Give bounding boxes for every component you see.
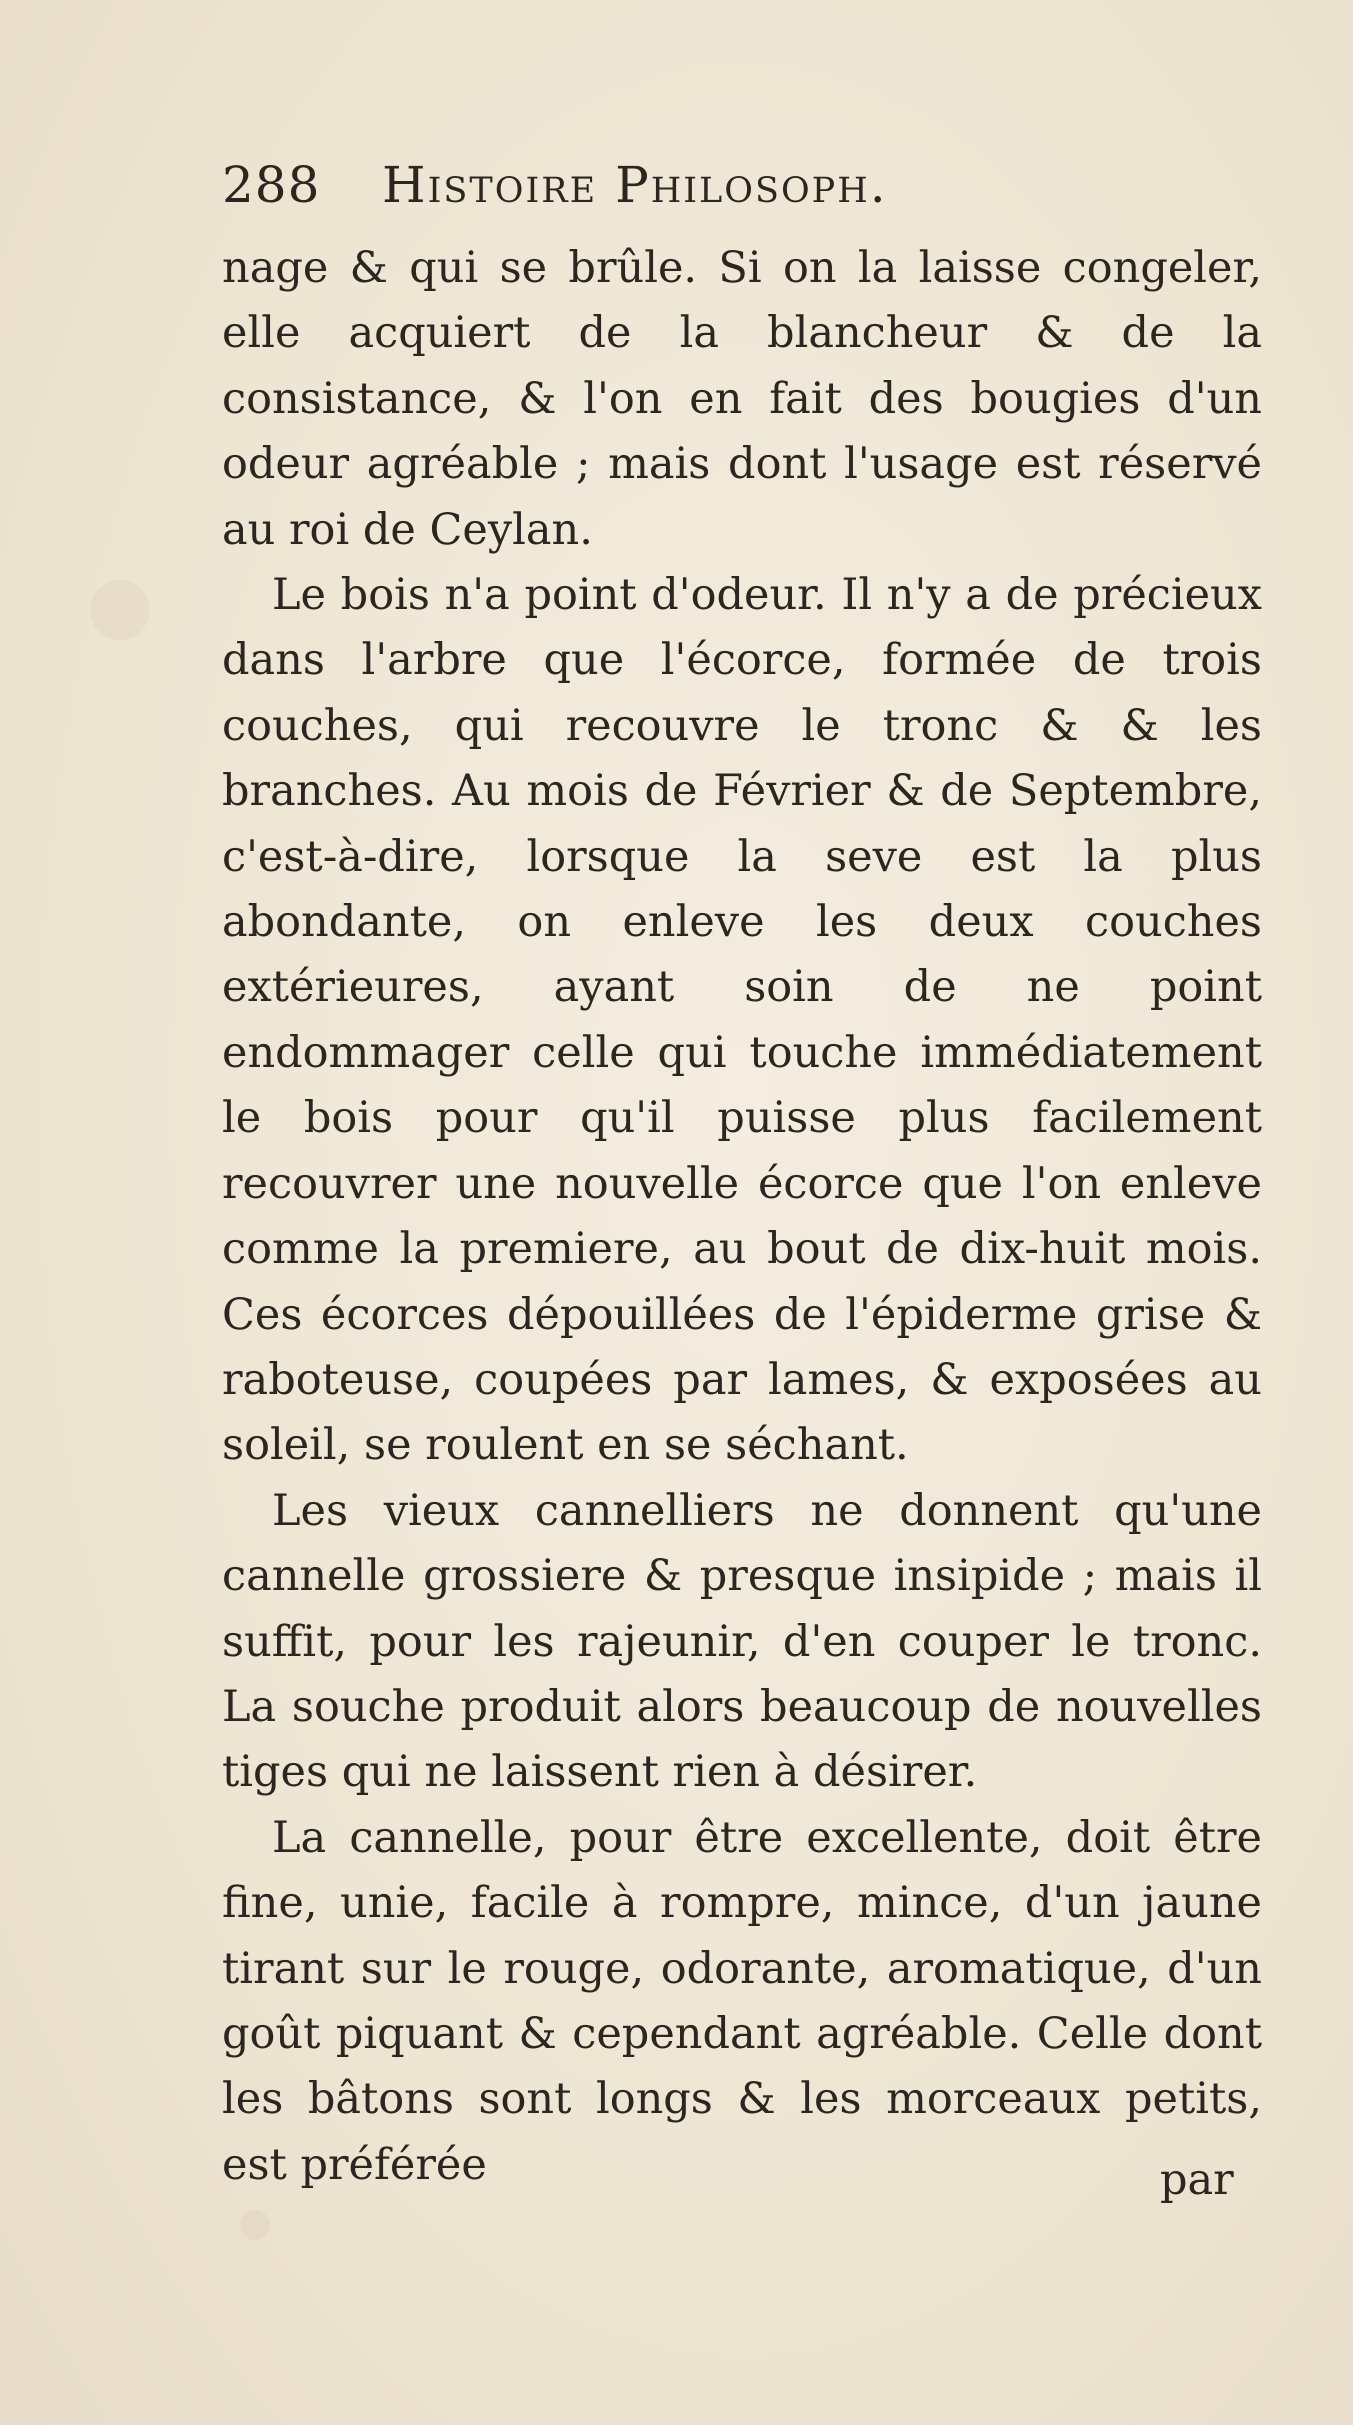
paper-stain	[240, 2210, 270, 2240]
running-title: Histoire Philosoph.	[382, 156, 888, 214]
paragraph: Le bois n'a point d'odeur. Il n'y a de précieux dans l'arbre que l'écorce, formée de trois couches, qui recouvre le tronc & & les branches. Au mois de Février & de Septembre, c'est-à-dire, lorsque la seve est la plus abondante, on enleve les deux couches extérieures, ayant soin de ne point endommager celle qui touche immédiatement le bois pour qu'il puisse plus facilement recouvrer une nouvelle écorce que l'on enleve comme la premiere, au bout de dix-huit mois. Ces écorces dépouillées de l'épiderme grise & raboteuse, coupées par lames, & exposées au soleil, se roulent en se séchant.	[222, 570, 1262, 1471]
running-head	[222, 150, 1272, 220]
book-page	[222, 150, 1272, 2198]
paragraph: Les vieux cannelliers ne donnent qu'une cannelle grossiere & presque insipide ; mais il suffit, pour les rajeunir, d'en couper le tronc. La souche produit alors beaucoup de nouvelles tiges qui ne laissent rien à désirer.	[222, 1485, 1262, 1798]
paragraph: La cannelle, pour être excellente, doit être fine, unie, facile à rompre, mince, d'un jaune tirant sur le rouge, odorante, aromatique, d'un goût piquant & cependant agréable. Celle dont les bâtons sont longs & les morceaux petits, est préférée	[222, 1812, 1262, 2190]
page-number: 288	[222, 156, 321, 214]
paragraph-continuation: nage & qui se brûle. Si on la laisse congeler, elle acquiert de la blancheur & de la consistance, & l'on en fait des bougies d'un odeur agréable ; mais dont l'usage est réservé au roi de Ceylan.	[222, 243, 1262, 555]
paper-stain	[90, 580, 150, 640]
catchword: par	[1160, 2155, 1234, 2205]
body-text	[222, 236, 1262, 2198]
